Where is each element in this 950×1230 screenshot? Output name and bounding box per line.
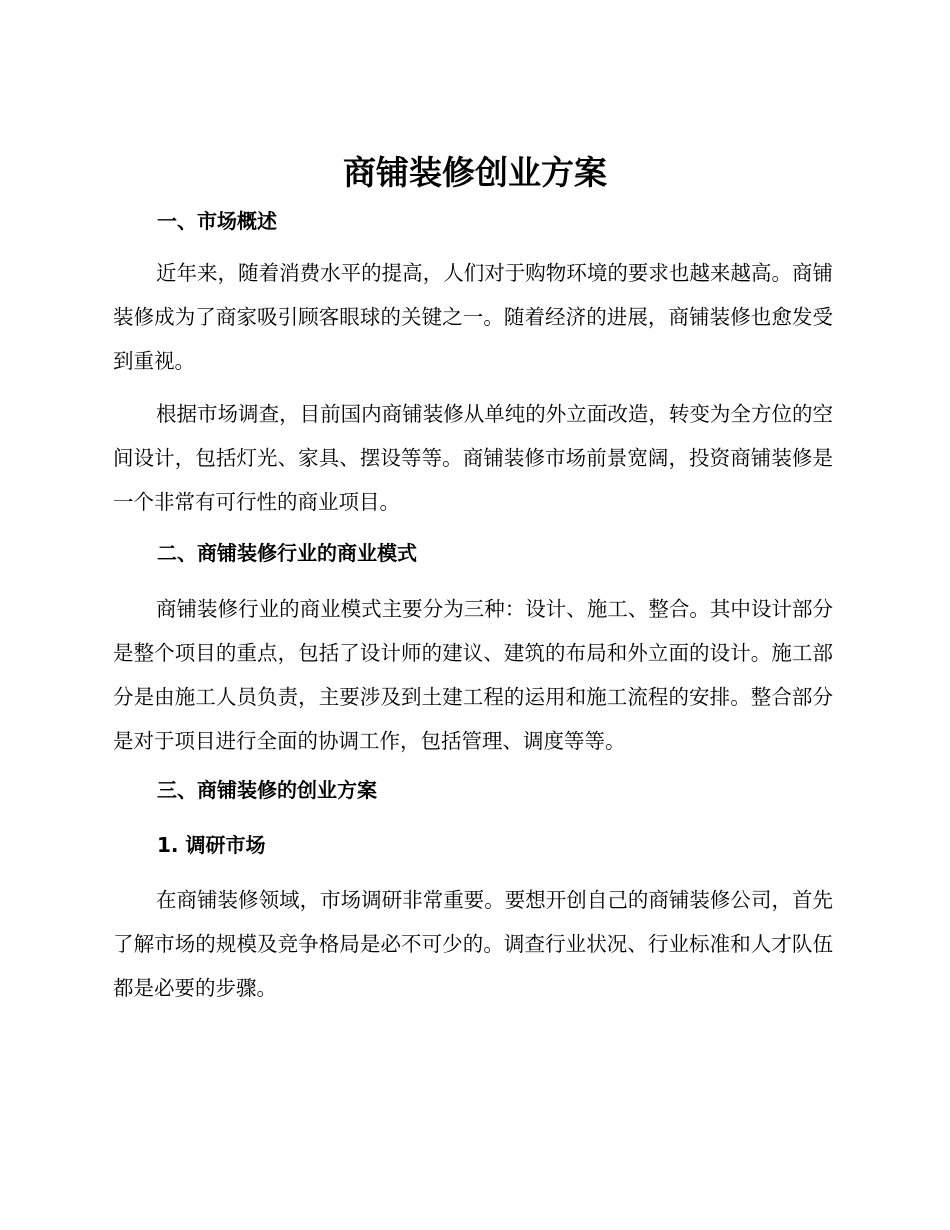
paragraph-market-research-1: 在商铺装修领域，市场调研非常重要。要想开创自己的商铺装修公司，首先了解市场的规模及竞争格局是必不可少的。调查行业状况、行业标准和人才队伍都是必要的步骤。 xyxy=(113,888,833,1000)
paragraph-market-overview-2: 根据市场调查，目前国内商铺装修从单纯的外立面改造，转变为全方位的空间设计，包括灯光、家具、摆设等等。商铺装修市场前景宽阔，投资商铺装修是一个非常有可行性的商业项目。 xyxy=(113,402,833,514)
section-heading-startup-plan: 三、商铺装修的创业方案 xyxy=(157,778,377,802)
section-heading-market-overview: 一、市场概述 xyxy=(157,209,277,233)
section-heading-business-model: 二、商铺装修行业的商业模式 xyxy=(157,541,417,565)
document-title: 商铺装修创业方案 xyxy=(343,153,607,192)
paragraph-market-overview-1: 近年来，随着消费水平的提高，人们对于购物环境的要求也越来越高。商铺装修成为了商家吸引顾客眼球的关键之一。随着经济的进展，商铺装修也愈发受到重视。 xyxy=(113,261,833,373)
subheading-market-research: 1. 调研市场 xyxy=(157,833,266,857)
paragraph-business-model-1: 商铺装修行业的商业模式主要分为三种：设计、施工、整合。其中设计部分是整个项目的重点，包括了设计师的建议、建筑的布局和外立面的设计。施工部分是由施工人员负责，主要涉及到土建工程的运用和施工流程的安排。整合部分是对于项目进行全面的协调工作，包括管理、调度等等。 xyxy=(113,597,833,753)
